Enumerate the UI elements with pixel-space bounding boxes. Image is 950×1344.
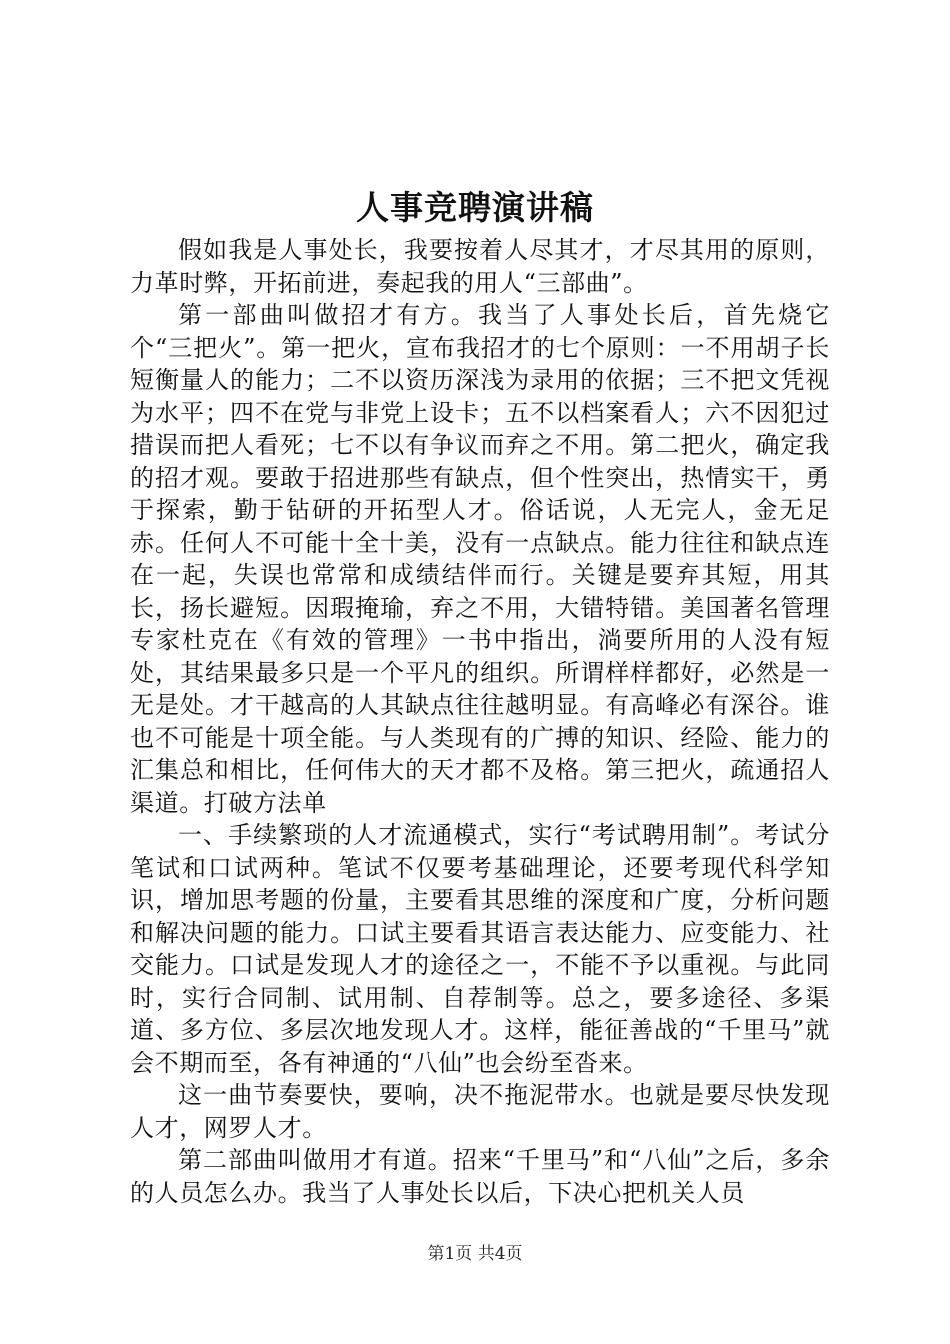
document-title: 人事竞聘演讲稿 [356, 188, 594, 227]
document-body [130, 234, 830, 1209]
paragraph-intro: 假如我是人事处长，我要按着人尽其才，才尽其用的原则，力革时弊，开拓前进，奏起我的用人“三部曲”。 [130, 236, 830, 297]
paragraph-first-movement: 第一部曲叫做招才有方。我当了人事处长后，首先烧它个“三把火”。第一把火，宣布我招才的七个原则：一不用胡子长短衡量人的能力；二不以资历深浅为录用的依据；三不把文凭视为水平；四不在党与非党上设卡；五不以档案看人；六不因犯过措误而把人看死；七不以有争议而弃之不用。第二把火，确定我的招才观。要敢于招进那些有缺点，但个性突出，热情实干，勇于探索，勤于钻研的开拓型人才。俗话说，人无完人，金无足赤。任何人不可能十全十美，没有一点缺点。能力往往和缺点连在一起，失误也常常和成绩结伴而行。关键是要弃其短，用其长，扬长避短。因瑕掩瑜，弃之不用，大错特错。美国著名管理专家杜克在《有效的管理》一书中指出，淌要所用的人没有短处，其结果最多只是一个平凡的组织。所谓样样都好，必然是一无是处。才干越高的人其缺点往往越明显。有高峰必有深谷。谁也不可能是十项全能。与人类现有的广搏的知识、经险、能力的汇集总和相比，任何伟大的天才都不及格。第三把火，疏通招人渠道。打破方法单 [130, 301, 830, 817]
paragraph-second-movement: 第二部曲叫做用才有道。招来“千里马”和“八仙”之后，多余的人员怎么办。我当了人事处长以后，下决心把机关人员 [130, 1146, 830, 1207]
page-footer: 第1页 共4页 [427, 1244, 523, 1264]
paragraph-exam-system: 一、手续繁琐的人才流通模式，实行“考试聘用制”。考试分笔试和口试两种。笔试不仅要考基础理论，还要考现代科学知识，增加思考题的份量，主要看其思维的深度和广度，分析问题和解决问题的能力。口试主要看其语言表达能力、应变能力、社交能力。口试是发现人才的途径之一，不能不予以重视。与此同时，实行合同制、试用制、自荐制等。总之，要多途径、多渠道、多方位、多层次地发现人才。这样，能征善战的“千里马”就会不期而至，各有神通的“八仙”也会纷至沓来。 [130, 821, 830, 1077]
paragraph-tempo: 这一曲节奏要快，要响，决不拖泥带水。也就是要尽快发现人才，网罗人才。 [130, 1081, 830, 1142]
